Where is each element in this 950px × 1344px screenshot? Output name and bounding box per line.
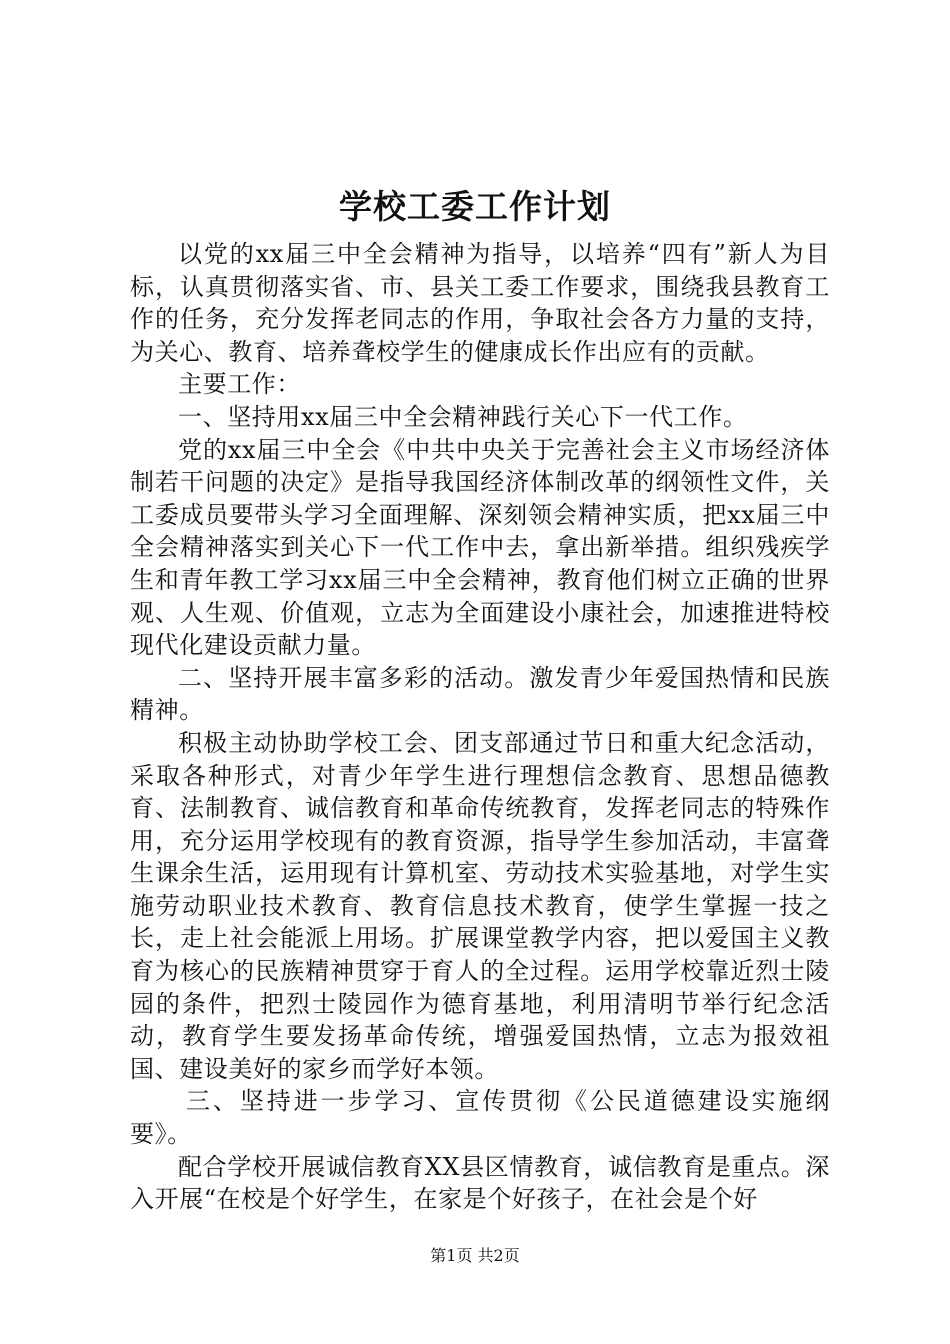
page-number-footer: 第1页 共2页	[430, 1246, 520, 1265]
paragraph-main-work: 主要工作：	[178, 370, 301, 399]
paragraph-intro: 以党的xx届三中全会精神为指导，以培养“四有”新人为目标，认真贯彻落实省、市、县关工委工作要求，围绕我县教育工作的任务，充分发挥老同志的作用，争取社会各方力量的支持，为关心、教育、培养聋校学生的健康成长作出应有的贡献。	[130, 240, 830, 366]
heading-section-2: 二、坚持开展丰富多彩的活动。激发青少年爱国热情和民族精神。	[130, 663, 830, 725]
heading-section-3: 三、坚持进一步学习、宣传贯彻《公民道德建设实施纲要》。	[130, 1087, 830, 1149]
paragraph-section-3: 配合学校开展诚信教育XX县区情教育，诚信教育是重点。深入开展“在校是个好学生，在家是个好孩子，在社会是个好	[130, 1152, 830, 1214]
document-body	[130, 238, 830, 1216]
paragraph-section-2: 积极主动协助学校工会、团支部通过节日和重大纪念活动，采取各种形式，对青少年学生进行理想信念教育、思想品德教育、法制教育、诚信教育和革命传统教育，发挥老同志的特殊作用，充分运用学校现有的教育资源，指导学生参加活动，丰富聋生课余生活，运用现有计算机室、劳动技术实验基地，对学生实施劳动职业技术教育、教育信息技术教育，使学生掌握一技之长，走上社会能派上用场。扩展课堂教学内容，把以爱国主义教育为核心的民族精神贯穿于育人的全过程。运用学校靠近烈士陵园的条件，把烈士陵园作为德育基地，利用清明节举行纪念活动，教育学生要发扬革命传统，增强爱国热情，立志为报效祖国、建设美好的家乡而学好本领。	[130, 728, 830, 1083]
document-title: 学校工委工作计划	[339, 187, 611, 226]
heading-section-1: 一、坚持用xx届三中全会精神践行关心下一代工作。	[178, 402, 748, 431]
paragraph-section-1: 党的xx届三中全会《中共中央关于完善社会主义市场经济体制若干问题的决定》是指导我国经济体制改革的纲领性文件，关工委成员要带头学习全面理解、深刻领会精神实质，把xx届三中全会精神落实到关心下一代工作中去，拿出新举措。组织残疾学生和青年教工学习xx届三中全会精神，教育他们树立正确的世界观、人生观、价值观，立志为全面建设小康社会，加速推进特校现代化建设贡献力量。	[130, 435, 830, 660]
